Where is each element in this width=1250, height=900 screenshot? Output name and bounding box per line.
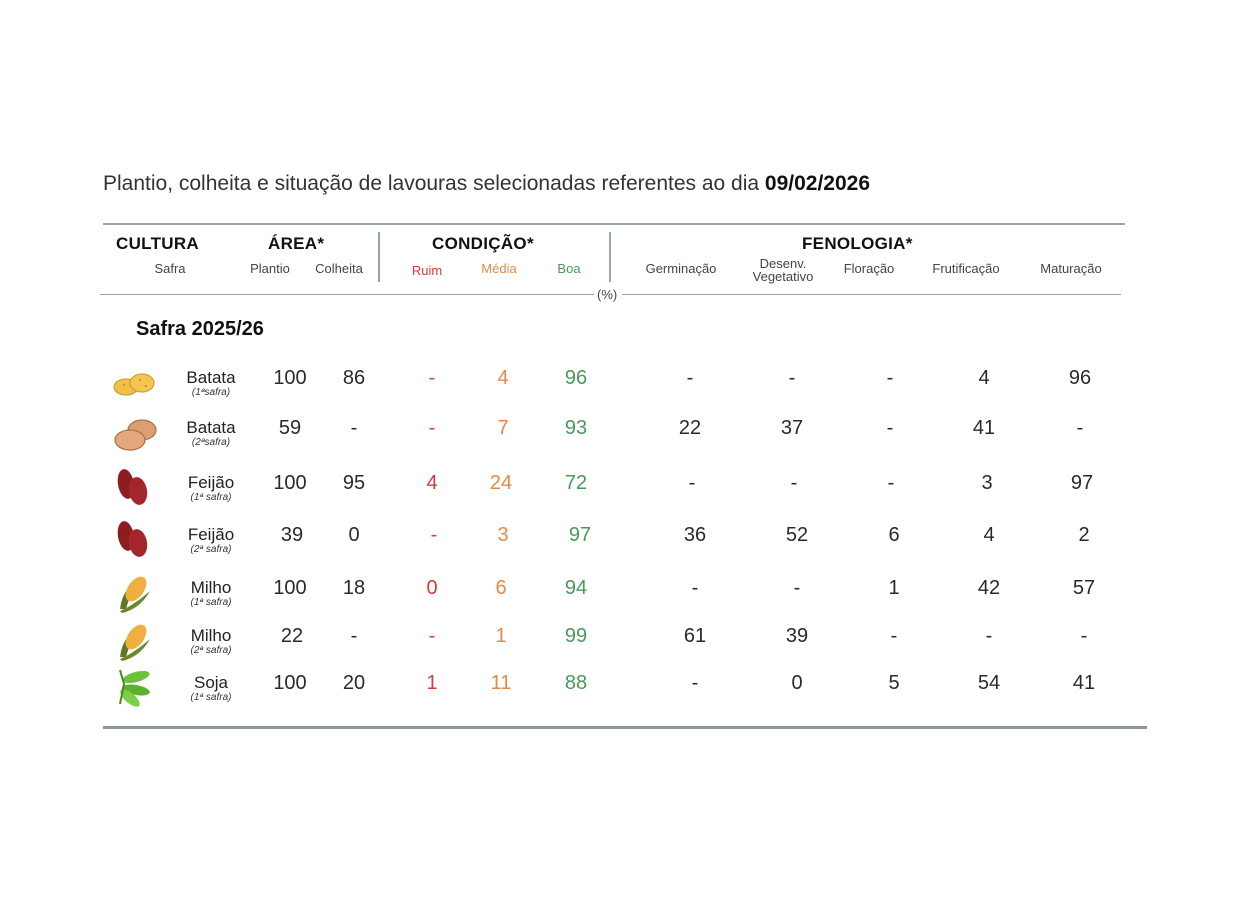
cell-plantio: 22 [280,625,304,647]
table-row [0,363,1250,411]
cell-maturacao: - [1076,417,1084,439]
cell-germinacao: - [691,672,699,694]
bean-icon [110,464,160,508]
cell-maturacao: 97 [1070,472,1094,494]
header-area: ÁREA* [268,234,325,253]
cell-floracao: - [886,367,894,389]
soybean-icon [110,664,160,708]
header-germinacao: Germinação [645,261,717,276]
header-floracao: Floração [843,261,895,276]
corn-icon [110,617,160,661]
top-rule [103,223,1125,225]
header-safra: Safra [154,261,186,276]
potato-brown-icon [110,413,160,457]
header-rule-left [100,294,594,295]
table-row [0,413,1250,461]
cell-colheita: 95 [342,472,366,494]
cell-media: 11 [490,672,512,694]
header-boa: Boa [557,261,581,276]
header-colheita: Colheita [315,261,363,276]
cell-germinacao: 36 [683,524,707,546]
cell-boa: 96 [564,367,588,389]
cell-boa: 72 [564,472,588,494]
cell-ruim: - [428,625,436,647]
cell-floracao: - [886,417,894,439]
page-title [103,172,870,196]
separator [609,232,611,282]
cell-boa: 94 [564,577,588,599]
crop-name: Milho (1ª safra) [190,578,232,608]
cell-germinacao: 61 [683,625,707,647]
cell-germinacao: 22 [678,417,702,439]
cell-desenv: 52 [785,524,809,546]
cell-frutificacao: - [985,625,993,647]
cell-boa: 93 [564,417,588,439]
cell-media: 1 [495,625,507,647]
cell-desenv: 39 [785,625,809,647]
cell-desenv: - [788,367,796,389]
cell-plantio: 59 [278,417,302,439]
potato-yellow-icon [110,363,160,407]
header-plantio: Plantio [250,261,290,276]
bean-icon [110,516,160,560]
cell-media: 7 [497,417,509,439]
cell-boa: 97 [568,524,592,546]
cell-colheita: 0 [348,524,360,546]
title-date: 09/02/2026 [764,172,871,195]
cell-boa: 99 [564,625,588,647]
cell-colheita: 20 [342,672,366,694]
crop-name: Soja (1ª safra) [190,673,232,703]
crop-name: Feijão (2ª safra) [187,525,235,555]
header-media: Média [481,261,517,276]
cell-ruim: - [430,524,438,546]
cell-maturacao: 2 [1078,524,1090,546]
section-title: Safra 2025/26 [136,318,264,340]
cell-frutificacao: 3 [981,472,993,494]
header-frutificacao: Frutificação [932,261,1000,276]
cell-maturacao: 41 [1072,672,1096,694]
table-row [0,668,1250,716]
table-row [0,621,1250,669]
header-ruim: Ruim [411,263,443,278]
table-row [0,573,1250,621]
cell-ruim: 1 [426,672,438,694]
bottom-rule [103,726,1147,729]
cell-media: 4 [497,367,509,389]
cell-desenv: 37 [780,417,804,439]
crop-name: Milho (2ª safra) [190,626,232,656]
cell-frutificacao: 42 [977,577,1001,599]
cell-frutificacao: 54 [977,672,1001,694]
cell-ruim: 0 [426,577,438,599]
cell-ruim: 4 [426,472,438,494]
cell-floracao: - [887,472,895,494]
cell-media: 24 [489,472,513,494]
separator [378,232,380,282]
cell-frutificacao: 41 [972,417,996,439]
cell-floracao: 6 [888,524,900,546]
header-desenv-vegetativo: Desenv. Vegetativo [752,256,814,284]
cell-maturacao: 57 [1072,577,1096,599]
cell-ruim: - [428,417,436,439]
cell-colheita: - [350,625,358,647]
header-condicao: CONDIÇÃO* [432,234,534,253]
corn-icon [110,569,160,613]
cell-frutificacao: 4 [978,367,990,389]
cell-desenv: 0 [791,672,803,694]
cell-media: 3 [497,524,509,546]
cell-desenv: - [793,577,801,599]
cell-plantio: 39 [280,524,304,546]
crop-name: Batata (1ªsafra) [186,368,236,398]
cell-germinacao: - [688,472,696,494]
header-rule-right [622,294,1121,295]
cell-desenv: - [790,472,798,494]
cell-media: 6 [495,577,507,599]
cell-plantio: 100 [273,472,307,494]
unit-label: (%) [597,287,618,302]
crop-name: Batata (2ªsafra) [186,418,236,448]
cell-plantio: 100 [273,672,307,694]
cell-germinacao: - [686,367,694,389]
title-text: Plantio, colheita e situação de lavouras selecionadas referentes ao dia [103,172,765,195]
table-row [0,468,1250,516]
cell-colheita: 18 [342,577,366,599]
cell-colheita: - [350,417,358,439]
header-fenologia: FENOLOGIA* [802,234,913,253]
cell-floracao: 1 [888,577,900,599]
cell-maturacao: - [1080,625,1088,647]
cell-plantio: 100 [273,367,307,389]
cell-frutificacao: 4 [983,524,995,546]
table-row [0,520,1250,568]
cell-boa: 88 [564,672,588,694]
cell-colheita: 86 [342,367,366,389]
cell-germinacao: - [691,577,699,599]
cell-maturacao: 96 [1068,367,1092,389]
crop-name: Feijão (1ª safra) [187,473,235,503]
header-cultura: CULTURA [116,234,199,253]
header-maturacao: Maturação [1040,261,1102,276]
cell-floracao: - [890,625,898,647]
cell-ruim: - [428,367,436,389]
cell-plantio: 100 [273,577,307,599]
cell-floracao: 5 [888,672,900,694]
